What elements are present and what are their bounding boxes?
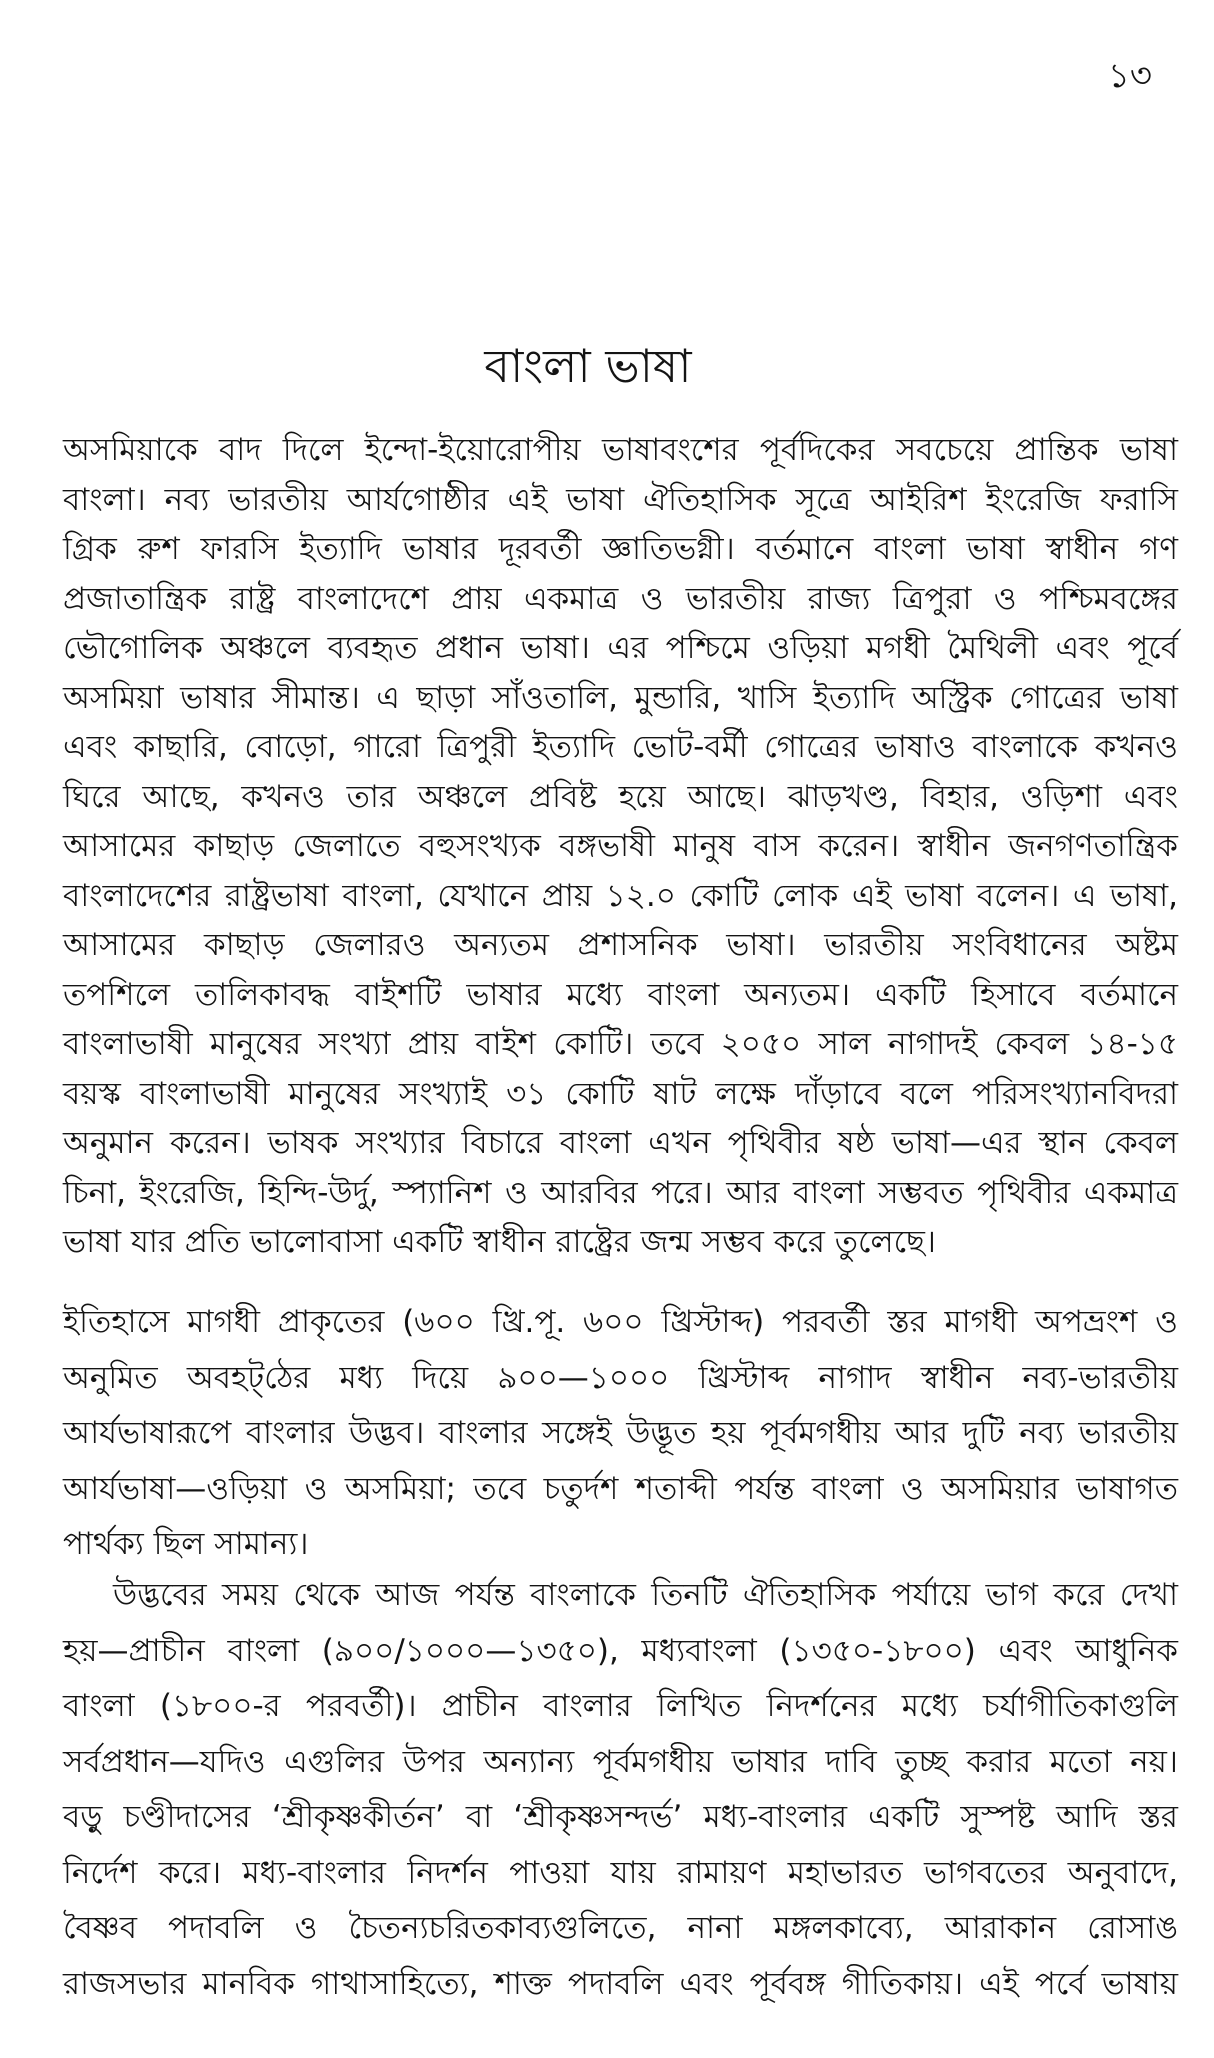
page-number: ১৩ <box>1107 56 1152 96</box>
paragraph <box>63 426 1178 1268</box>
text-line: ঘিরে আছে, কখনও তার অঞ্চলে প্রবিষ্ট হয়ে আছে। ঝাড়খণ্ড, বিহার, ওড়িশা এবং <box>63 778 1178 815</box>
text-line: চিনা, ইংরেজি, হিন্দি-উর্দু, স্প্যানিশ ও আরবির পরে। আর বাংলা সম্ভবত পৃথিবীর একমাত্র <box>63 1174 1178 1211</box>
text-line: প্রজাতান্ত্রিক রাষ্ট্র বাংলাদেশে প্রায় একমাত্র ও ভারতীয় রাজ্য ত্রিপুরা ও পশ্চিমবঙ্গের <box>63 580 1178 617</box>
text-line: আসামের কাছাড় জেলাতে বহুসংখ্যক বঙ্গভাষী মানুষ বাস করেন। স্বাধীন জনগণতান্ত্রিক <box>63 828 1178 864</box>
text-line: ভৌগোলিক অঞ্চলে ব্যবহৃত প্রধান ভাষা। এর পশ্চিমে ওড়িয়া মগধী মৈথিলী এবং পূর্বে <box>63 630 1178 666</box>
text-line: ইতিহাসে মাগধী প্রাকৃতের (৬০০ খ্রি.পূ. ৬০০ খ্রিস্টাব্দ) পরবর্তী স্তর মাগধী অপভ্রংশ ও <box>63 1304 1178 1340</box>
text-line: গ্রিক রুশ ফারসি ইত্যাদি ভাষার দূরবর্তী জ্ঞাতিভগ্নী। বর্তমানে বাংলা ভাষা স্বাধীন গণ <box>63 531 1178 567</box>
text-line: অনুমিত অবহট্‌ঠের মধ্য দিয়ে ৯০০—১০০০ খ্রিস্টাব্দ নাগাদ স্বাধীন নব্য-ভারতীয় <box>63 1359 1178 1396</box>
chapter-title: বাংলা ভাষা <box>484 339 692 393</box>
text-line: আসামের কাছাড় জেলারও অন্যতম প্রশাসনিক ভাষা। ভারতীয় সংবিধানের অষ্টম <box>63 927 1178 963</box>
text-line: বৈষ্ণব পদাবলি ও চৈতন্যচরিতকাব্যগুলিতে, নানা মঙ্গলকাব্যে, আরাকান রোসাঙ <box>63 1910 1178 1946</box>
text-line: বাংলাভাষী মানুষের সংখ্যা প্রায় বাইশ কোটি। তবে ২০৫০ সাল নাগাদই কেবল ১৪-১৫ <box>63 1026 1178 1062</box>
paragraph <box>63 1295 1178 1573</box>
text-line: বড়ু চণ্ডীদাসের ‘শ্রীকৃষ্ণকীর্তন’ বা ‘শ্রীকৃষ্ণসন্দর্ভ’ মধ্য-বাংলার একটি সুস্পষ্ট আদি স্তর <box>63 1799 1178 1835</box>
paragraph <box>63 1568 1178 2012</box>
text-line: আর্যভাষারূপে বাংলার উদ্ভব। বাংলার সঙ্গেই উদ্ভূত হয় পূর্বমগধীয় আর দুটি নব্য ভারতীয় <box>63 1415 1178 1451</box>
text-line: আর্যভাষা—ওড়িয়া ও অসমিয়া; তবে চতুর্দশ শতাব্দী পর্যন্ত বাংলা ও অসমিয়ার ভাষাগত <box>63 1470 1178 1507</box>
text-line: অনুমান করেন। ভাষক সংখ্যার বিচারে বাংলা এখন পৃথিবীর ষষ্ঠ ভাষা—এর স্থান কেবল <box>63 1125 1178 1161</box>
text-line: উদ্ভবের সময় থেকে আজ পর্যন্ত বাংলাকে তিনটি ঐতিহাসিক পর্যায়ে ভাগ করে দেখা <box>113 1577 1178 1613</box>
text-line: সর্বপ্রধান—যদিও এগুলির উপর অন্যান্য পূর্বমগধীয় ভাষার দাবি তুচ্ছ করার মতো নয়। <box>63 1743 1178 1780</box>
text-line: হয়—প্রাচীন বাংলা (৯০০/১০০০—১৩৫০), মধ্যবাংলা (১৩৫০-১৮০০) এবং আধুনিক <box>63 1632 1178 1669</box>
text-line: বাংলাদেশের রাষ্ট্রভাষা বাংলা, যেখানে প্রায় ১২.০ কোটি লোক এই ভাষা বলেন। এ ভাষা, <box>63 877 1178 914</box>
text-line: নির্দেশ করে। মধ্য-বাংলার নিদর্শন পাওয়া যায় রামায়ণ মহাভারত ভাগবতের অনুবাদে, <box>63 1854 1178 1891</box>
text-line: এবং কাছারি, বোড়ো, গারো ত্রিপুরী ইত্যাদি ভোট-বর্মী গোত্রের ভাষাও বাংলাকে কখনও <box>63 729 1178 765</box>
text-line: বাংলা। নব্য ভারতীয় আর্যগোষ্ঠীর এই ভাষা ঐতিহাসিক সূত্রে আইরিশ ইংরেজি ফরাসি <box>63 481 1178 518</box>
text-line: অসমিয়া ভাষার সীমান্ত। এ ছাড়া সাঁওতালি, মুন্ডারি, খাসি ইত্যাদি অস্ট্রিক গোত্রের ভাষা <box>63 679 1178 716</box>
text-line: রাজসভার মানবিক গাথাসাহিত্যে, শাক্ত পদাবলি এবং পূর্ববঙ্গ গীতিকায়। এই পর্বে ভাষায় <box>63 1965 1178 2002</box>
text-line: অসমিয়াকে বাদ দিলে ইন্দো-ইয়োরোপীয় ভাষাবংশের পূর্বদিকের সবচেয়ে প্রান্তিক ভাষা <box>63 432 1178 468</box>
text-line: পার্থক্য ছিল সামান্য। <box>63 1526 309 1562</box>
text-line: বয়স্ক বাংলাভাষী মানুষের সংখ্যাই ৩১ কোটি ষাট লক্ষে দাঁড়াবে বলে পরিসংখ্যানবিদরা <box>63 1075 1178 1112</box>
text-line: বাংলা (১৮০০-র পরবর্তী)। প্রাচীন বাংলার লিখিত নিদর্শনের মধ্যে চর্যাগীতিকাগুলি <box>63 1688 1178 1724</box>
text-line: তপশিলে তালিকাবদ্ধ বাইশটি ভাষার মধ্যে বাংলা অন্যতম। একটি হিসাবে বর্তমানে <box>63 976 1178 1013</box>
text-line: ভাষা যার প্রতি ভালোবাসা একটি স্বাধীন রাষ্ট্রের জন্ম সম্ভব করে তুলেছে। <box>63 1224 936 1260</box>
